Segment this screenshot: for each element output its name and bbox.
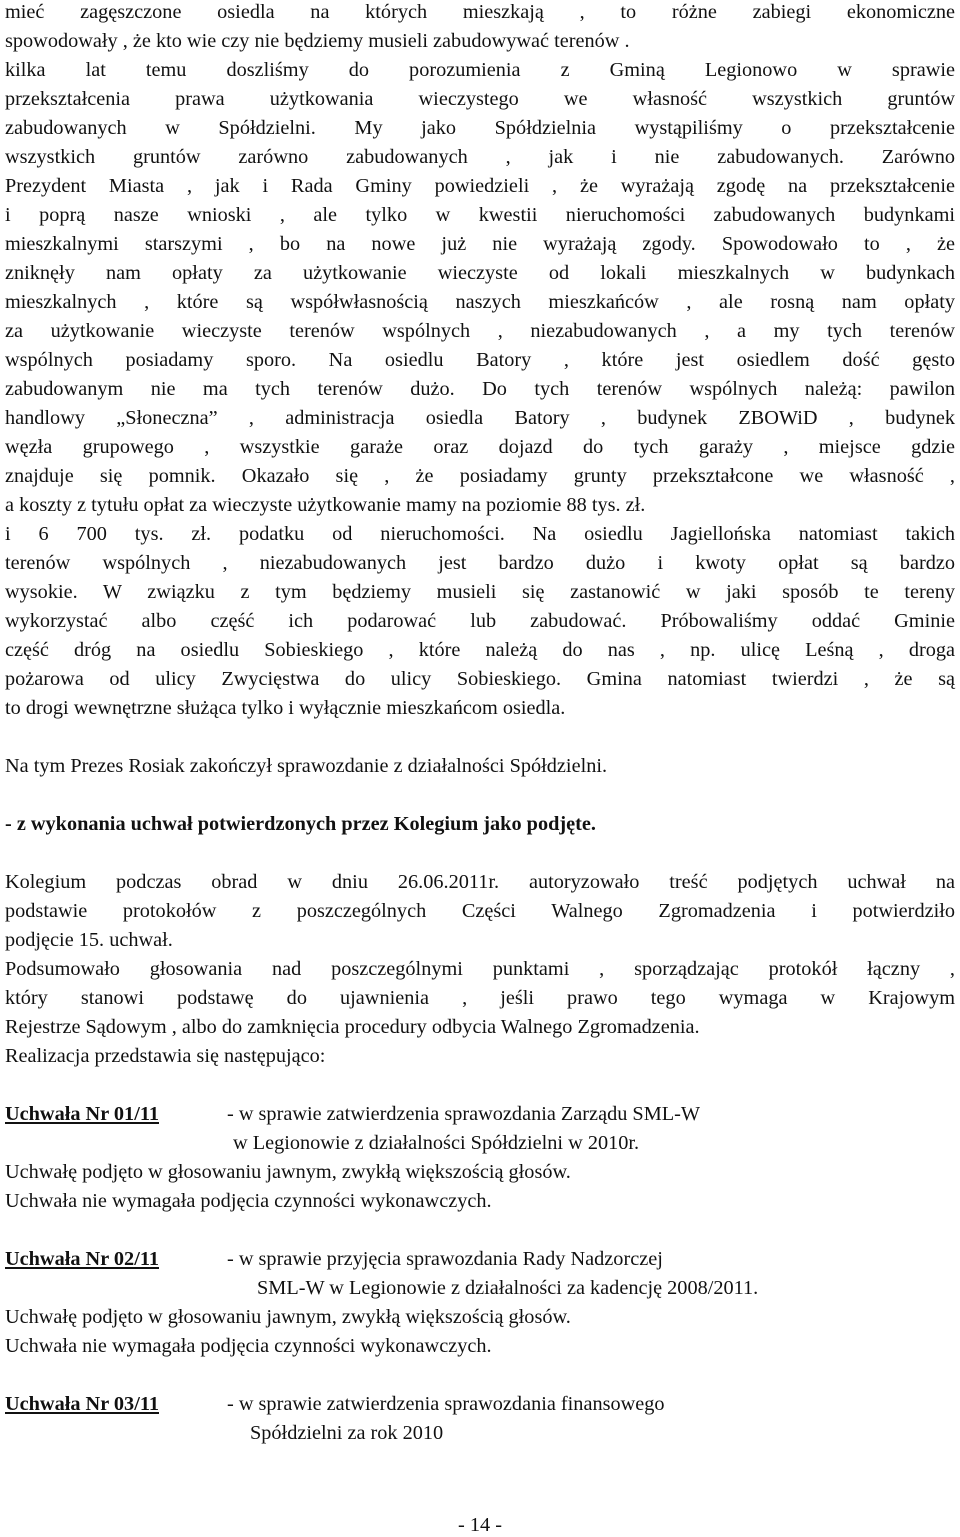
text-line: Podsumowało głosowania nad poszczególnymi punktami , sporządzając protokół łączny ,	[5, 958, 955, 980]
page-number: - 14 -	[458, 1514, 502, 1536]
text-line: mieć zagęszczone osiedla na których mieszkają , to różne zabiegi ekonomiczne	[5, 1, 955, 23]
text-line: pożarowa od ulicy Zwycięstwa do ulicy Sobieskiego. Gmina natomiast twierdzi , że są	[5, 668, 955, 690]
text-line: węzła grupowego , wszystkie garaże oraz dojazd do tych garaży , miejsce gdzie	[5, 436, 955, 458]
text-line: Rejestrze Sądowym , albo do zamknięcia procedury odbycia Walnego Zgromadzenia.	[5, 1016, 700, 1038]
resolution-title: Uchwała Nr 02/11	[5, 1248, 159, 1270]
resolution-vote: Uchwałę podjęto w głosowaniu jawnym, zwykłą większością głosów.	[5, 1306, 571, 1328]
text-line: Prezydent Miasta , jak i Rada Gminy powiedzieli , że wyrażają zgodę na przekształcenie	[5, 175, 955, 197]
resolution-subject-cont: w Legionowie z działalności Spółdzielni w 2010r.	[233, 1132, 640, 1154]
resolution-subject: - w sprawie przyjęcia sprawozdania Rady Nadzorczej	[227, 1248, 663, 1270]
text-line: podstawie protokołów z poszczególnych Części Walnego Zgromadzenia i potwierdziło	[5, 900, 955, 922]
resolution-title: Uchwała Nr 03/11	[5, 1393, 159, 1415]
resolution-subject-cont: Spółdzielni za rok 2010	[250, 1422, 444, 1444]
paragraph-summary	[5, 955, 955, 1042]
paragraph-realization: Realizacja przedstawia się następująco:	[5, 1045, 326, 1067]
resolution-subject: - w sprawie zatwierdzenia sprawozdania Zarządu SML-W	[227, 1103, 701, 1125]
resolution-01	[5, 1100, 955, 1216]
section-heading: - z wykonania uchwał potwierdzonych przez Kolegium jako podjęte.	[5, 813, 596, 835]
text-line: terenów wspólnych , niezabudowanych jest bardzo dużo i kwoty opłat są bardzo	[5, 552, 955, 574]
text-line: kilka lat temu doszliśmy do porozumienia z Gminą Legionowo w sprawie	[5, 59, 955, 81]
text-line: wszystkich gruntów zarówno zabudowanych , jak i nie zabudowanych. Zarówno	[5, 146, 955, 168]
resolution-subject-cont: SML-W w Legionowie z działalności za kadencję 2008/2011.	[257, 1277, 759, 1299]
text-line: handlowy „Słoneczna” , administracja osiedla Batory , budynek ZBOWiD , budynek	[5, 407, 955, 429]
text-line: część dróg na osiedlu Sobieskiego , które należą do nas , np. ulicę Leśną , droga	[5, 639, 955, 661]
document-page	[5, 0, 955, 1448]
paragraph-land-ownership	[5, 0, 955, 723]
resolution-title: Uchwała Nr 01/11	[5, 1103, 159, 1125]
text-line: i 6 700 tys. zł. podatku od nieruchomości. Na osiedlu Jagiellońska natomiast takich	[5, 523, 955, 545]
paragraph-kolegium	[5, 868, 955, 955]
resolution-03	[5, 1390, 955, 1448]
text-line: wykorzystać albo część ich podarować lub zabudować. Próbowaliśmy oddać Gminie	[5, 610, 955, 632]
text-line: znajduje się pomnik. Okazało się , że posiadamy grunty przekształcone we własność ,	[5, 465, 955, 487]
text-line: za użytkowanie wieczyste terenów wspólnych , niezabudowanych , a my tych terenów	[5, 320, 955, 342]
text-line: przekształcenia prawa użytkowania wieczystego we własność wszystkich gruntów	[5, 88, 955, 110]
text-line: mieszkalnych , które są współwłasnością naszych mieszkańców , ale rosną nam opłaty	[5, 291, 955, 313]
text-line: zabudowanym nie ma tych terenów dużo. Do tych terenów wspólnych należą: pawilon	[5, 378, 955, 400]
text-line: Kolegium podczas obrad w dniu 26.06.2011r. autoryzowało treść podjętych uchwał na	[5, 871, 955, 893]
resolution-subject: - w sprawie zatwierdzenia sprawozdania finansowego	[227, 1393, 665, 1415]
text-line: podjęcie 15. uchwał.	[5, 929, 173, 951]
text-line: zniknęły nam opłaty za użytkowanie wieczyste od lokali mieszkalnych w budynkach	[5, 262, 955, 284]
text-line: który stanowi podstawę do ujawnienia , jeśli prawo tego wymaga w Krajowym	[5, 987, 955, 1009]
text-line: wspólnych posiadamy sporo. Na osiedlu Batory , które jest osiedlem dość gęsto	[5, 349, 955, 371]
text-line: spowodowały , że kto wie czy nie będziemy musieli zabudowywać terenów .	[5, 30, 630, 52]
resolution-02	[5, 1245, 955, 1361]
resolution-vote: Uchwałę podjęto w głosowaniu jawnym, zwykłą większością głosów.	[5, 1161, 571, 1183]
resolution-exec: Uchwała nie wymagała podjęcia czynności wykonawczych.	[5, 1190, 492, 1212]
text-line: wysokie. W związku z tym będziemy musieli się zastanowić w jaki sposób te tereny	[5, 581, 955, 603]
text-line: a koszty z tytułu opłat za wieczyste użytkowanie mamy na poziomie 88 tys. zł.	[5, 494, 646, 516]
text-line: mieszkalnymi starszymi , bo na nowe już nie wyrażają zgody. Spowodowało to , że	[5, 233, 955, 255]
paragraph-report-end: Na tym Prezes Rosiak zakończył sprawozdanie z działalności Spółdzielni.	[5, 755, 608, 777]
text-line: to drogi wewnętrzne służąca tylko i wyłącznie mieszkańcom osiedla.	[5, 697, 566, 719]
text-line: i poprą nasze wnioski , ale tylko w kwestii nieruchomości zabudowanych budynkami	[5, 204, 955, 226]
resolution-exec: Uchwała nie wymagała podjęcia czynności wykonawczych.	[5, 1335, 492, 1357]
text-line: zabudowanych w Spółdzielni. My jako Spółdzielnia wystąpiliśmy o przekształcenie	[5, 117, 955, 139]
